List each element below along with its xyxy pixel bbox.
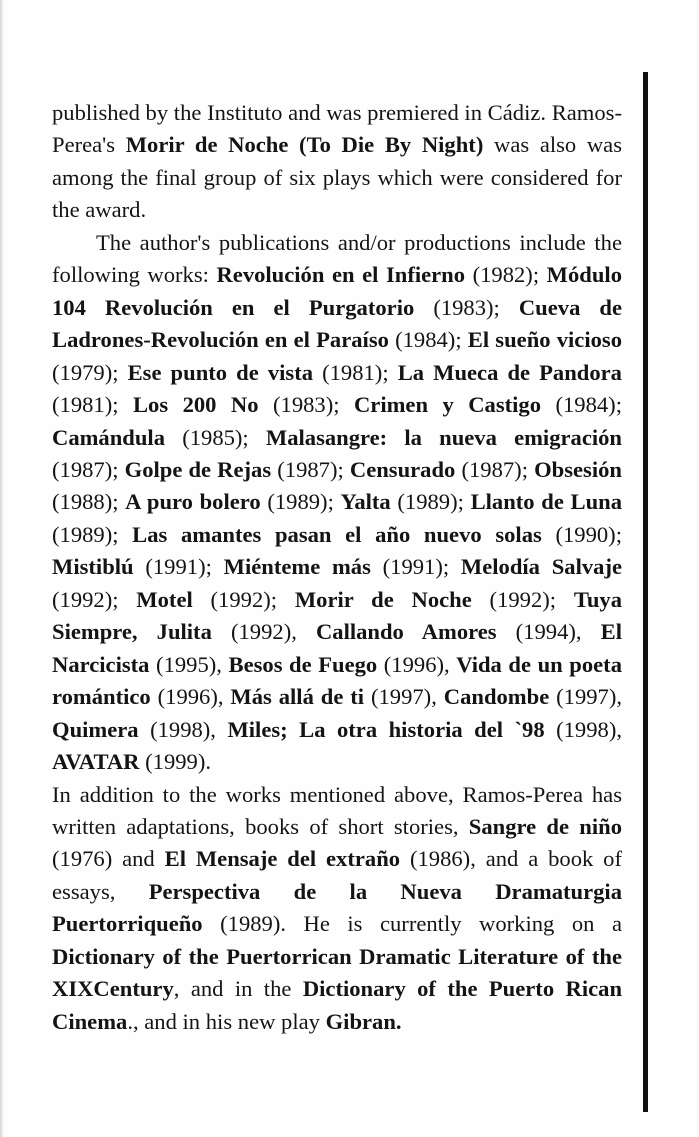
work-title: Censurado — [349, 456, 456, 482]
work-title: Callando Amores — [315, 619, 497, 645]
work-title: Dictionary of the Puertorrican Dramatic Literature of the XIXCentury — [52, 943, 622, 1002]
work-title: Revolución en el Infierno — [216, 262, 466, 288]
work-title: Ese punto de vista — [127, 359, 314, 385]
work-title: Candombe — [443, 684, 550, 710]
work-title: AVATAR — [52, 749, 140, 775]
work-title: Yalta — [340, 489, 391, 515]
body-run: (1997), — [549, 684, 623, 710]
work-title: Módulo 104 Revolución en el Purgatorio — [52, 262, 622, 320]
body-run: (1987); — [455, 456, 535, 482]
body-run: (1994), — [496, 619, 601, 645]
work-title: Sangre de niño — [468, 813, 622, 839]
work-title: Malasangre: la nueva emigración — [265, 424, 622, 450]
work-title: Morir de Noche — [294, 586, 472, 612]
work-title: Vida de un poeta romántico — [52, 651, 622, 710]
work-title: Tuya Siempre, Julita — [52, 586, 622, 645]
body-run: In addition to the works mentioned above, Ramos-Perea has written adaptations, books of short stories, — [52, 781, 622, 839]
body-run: (1979); — [52, 359, 128, 385]
body-run: (1985); — [165, 424, 266, 450]
work-title: El Mensaje del extraño — [164, 846, 401, 872]
work-title: A puro bolero — [125, 489, 261, 515]
body-run: (1983); — [414, 294, 519, 320]
body-run: (1991); — [133, 554, 224, 580]
paragraph-2 — [52, 227, 622, 779]
body-run: (1998), — [138, 716, 228, 742]
work-title: Perspectiva de la Nueva Dramaturgia Puertorriqueño — [52, 878, 622, 937]
work-title: Más allá de ti — [230, 684, 365, 710]
work-title: Gibran. — [325, 1008, 402, 1034]
body-run: (1989). He is currently working on a — [202, 911, 622, 937]
work-title: Motel — [136, 586, 193, 612]
body-run: (1992); — [52, 586, 137, 612]
work-title: Mistiblú — [52, 554, 134, 580]
body-run: (1989); — [390, 489, 471, 515]
body-run: (1989); — [260, 489, 341, 515]
body-run: was also was among the final group of six plays which were considered for the award. — [52, 132, 623, 223]
work-title: Morir de Noche (To Die By Night) — [125, 132, 484, 158]
body-run: (1984); — [541, 392, 622, 418]
body-run: (1987); — [271, 456, 350, 482]
work-title: Cueva de Ladrones-Revolución en el Paraíso — [52, 294, 622, 353]
body-run: (1998), — [544, 716, 622, 742]
body-run: (1997), — [364, 684, 444, 710]
body-run: (1981); — [52, 392, 133, 418]
work-title: La Mueca de Pandora — [397, 359, 622, 385]
body-run: (1999). — [139, 749, 212, 775]
work-title: El sueño vicioso — [467, 327, 622, 353]
work-title: Llanto de Luna — [470, 489, 622, 515]
body-run: ., and in his new play — [127, 1008, 326, 1034]
body-run: (1992), — [211, 619, 316, 645]
work-title: Besos de Fuego — [228, 651, 378, 677]
work-title: Miénteme más — [223, 554, 371, 580]
body-run: (1996), — [150, 684, 231, 710]
body-run: (1992); — [192, 586, 295, 612]
body-run: (1981); — [313, 359, 398, 385]
work-title: Los 200 No — [132, 392, 259, 418]
work-title: Camándula — [52, 424, 166, 450]
work-title: Crimen y Castigo — [353, 392, 542, 418]
work-title: Dictionary of the Puerto Rican Cinema — [52, 976, 623, 1034]
body-run: (1982); — [465, 262, 547, 288]
work-title: Quimera — [52, 716, 139, 742]
work-title: Las amantes pasan el año nuevo solas — [132, 521, 542, 547]
body-run: (1996), — [377, 651, 457, 677]
work-title: El Narcicista — [52, 619, 622, 677]
paragraph-3 — [52, 779, 622, 1039]
work-title: Golpe de Rejas — [124, 456, 272, 482]
body-run: (1986), and a book of essays, — [52, 846, 623, 904]
body-run: (1989); — [52, 521, 133, 547]
body-run: (1992); — [471, 586, 574, 612]
body-run: (1991); — [370, 554, 461, 580]
work-title: Obsesión — [534, 456, 622, 482]
body-run: (1984); — [388, 327, 468, 353]
body-run: (1976) and — [52, 846, 165, 872]
body-run: , and in the — [173, 976, 303, 1002]
work-title: Miles; La otra historia del `98 — [227, 716, 545, 742]
body-run: published by the Instituto and was premiered in Cádiz. Ramos-Perea's — [52, 100, 622, 158]
vertical-rule — [643, 72, 648, 1112]
body-run: (1995), — [149, 651, 229, 677]
body-run: (1983); — [258, 392, 354, 418]
body-text — [52, 97, 622, 1038]
body-run: (1988); — [52, 489, 126, 515]
body-run: (1990); — [541, 521, 622, 547]
work-title: Melodía Salvaje — [460, 554, 623, 580]
page-edge-shadow — [0, 0, 4, 1137]
paragraph-1 — [52, 97, 622, 227]
body-run: (1987); — [52, 456, 125, 482]
body-run: The author's publications and/or productions include the following works: — [52, 229, 622, 288]
